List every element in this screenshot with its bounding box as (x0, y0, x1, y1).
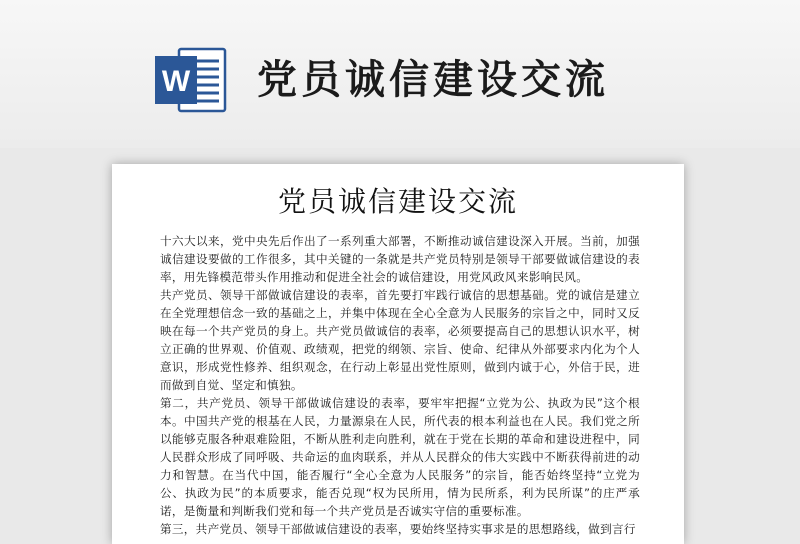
word-icon-letter: W (161, 65, 191, 98)
header-banner (0, 0, 800, 148)
banner-title: 党员诚信建设交流 (257, 57, 609, 103)
document-body (160, 232, 640, 538)
paragraph: 十六大以来，党中央先后作出了一系列重大部署，不断推动诚信建设深入开展。当前，加强诚信建设要做的工作很多，其中关键的一条就是共产党员特别是领导干部要做诚信建设的表率，用先锋模范带头作用推动和促进全社会的诚信建设，用党风政风来影响民风。 (160, 234, 640, 284)
document-title: 党员诚信建设交流 (277, 185, 518, 218)
word-icon (155, 47, 227, 113)
paragraph: 第二，共产党员、领导干部做诚信建设的表率，要牢牢把握“立党为公、执政为民”这个根本。中国共产党的根基在人民，力量源泉在人民，所代表的根本利益也在人民。我们党之所以能够克服各种艰难险阻，不断从胜利走向胜利，就在于党在长期的革命和建设进程中，同人民群众形成了同呼吸、共命运的血肉联系，并从人民群众的伟大实践中不断获得前进的动力和智慧。在当代中国，能否履行“全心全意为人民服务”的宗旨，能否始终坚持“立党为公、执政为民”的本质要求，能否兑现“权为民所用，情为民所系，利为民所谋”的庄严承诺，是衡量和判断我们党和每一个共产党员是否诚实守信的重要标准。 (160, 396, 640, 518)
paragraph: 第三，共产党员、领导干部做诚信建设的表率，要始终坚持实事求是的思想路线，做到言行 (160, 522, 636, 536)
document-page (112, 164, 684, 544)
paragraph: 共产党员、领导干部做诚信建设的表率，首先要打牢践行诚信的思想基础。党的诚信是建立在全党理想信念一致的基础之上，并集中体现在全心全意为人民服务的宗旨之中，同时又反映在每一个共产党员的身上。共产党员做诚信的表率，必须要提高自己的思想认识水平，树立正确的世界观、价值观、政绩观，把党的纲领、宗旨、使命、纪律从外部要求内化为个人意识，形成党性修养、组织观念，在行动上彰显出党性原则，做到内诚于心，外信于民，进而做到自觉、坚定和慎独。 (160, 288, 640, 392)
